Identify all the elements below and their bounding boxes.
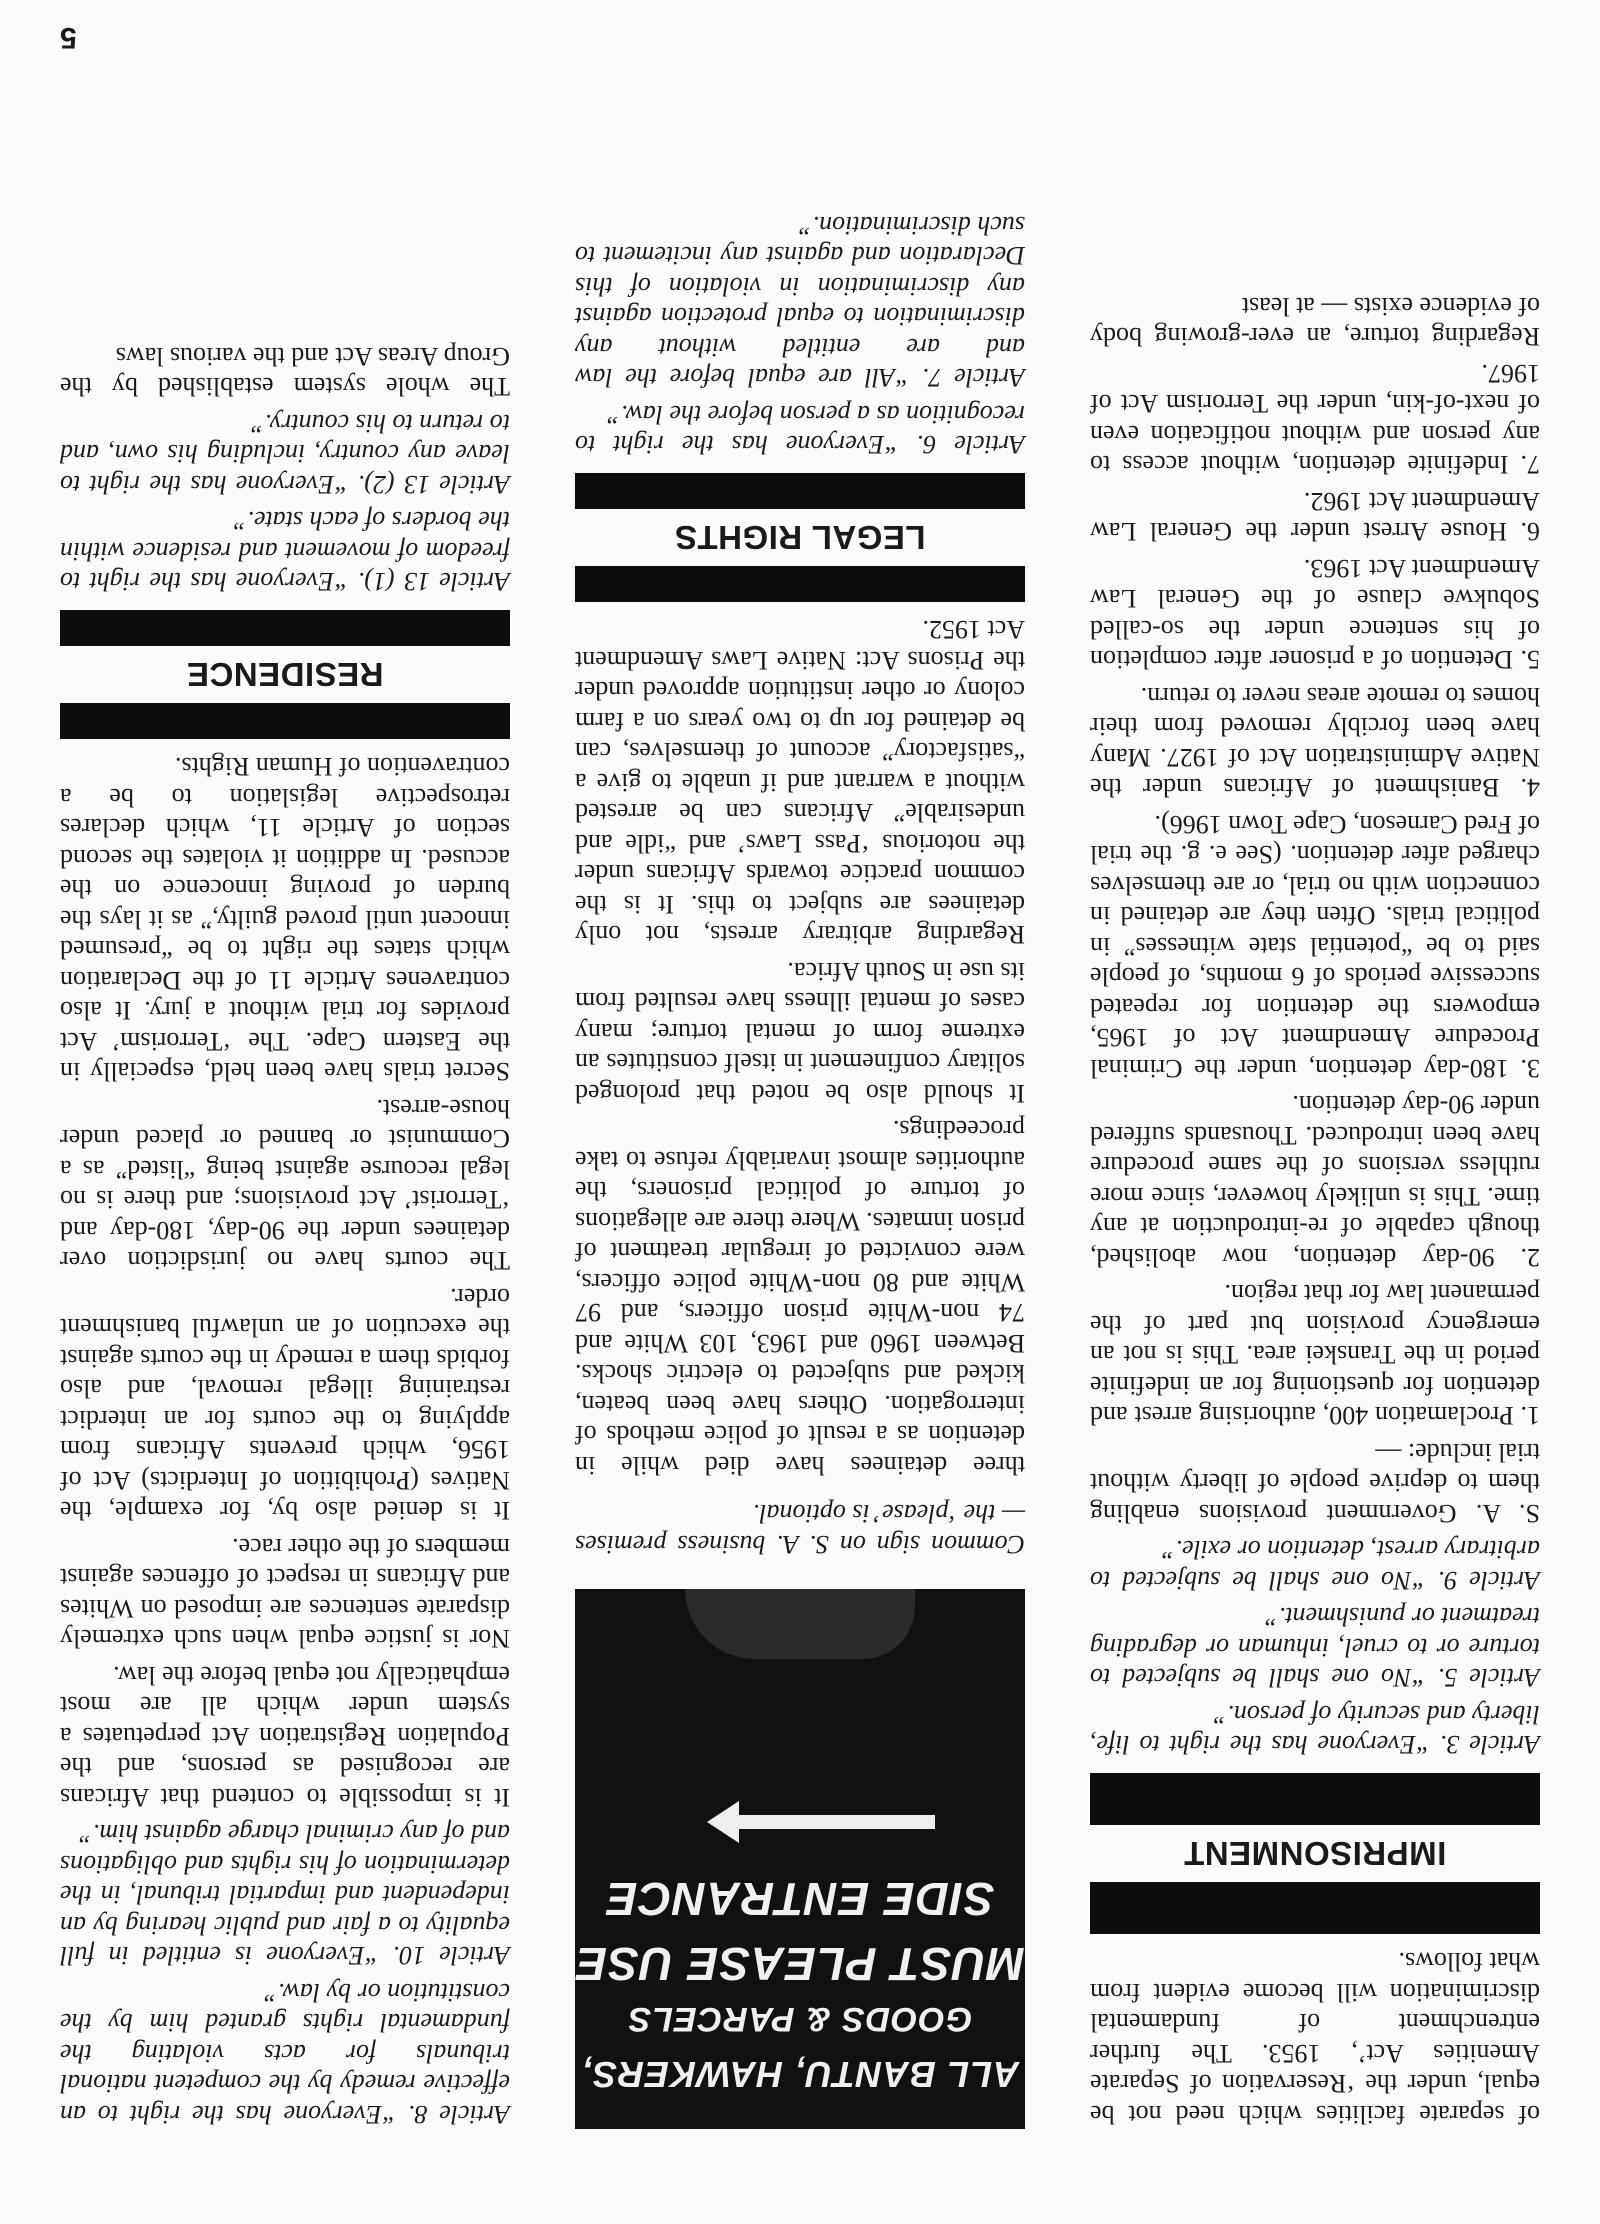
sign-line-2: GOODS & PARCELS [627,2000,973,2038]
photo-caption: Common sign on S. A. business premises — the ‘please’ is optional. [575,1499,1025,1559]
interdicts-paragraph: It is denied also by, for example, the Natives (Prohibition of Interdicts) Act of 1956, which prevents Africans from applying to the courts for an interdict restraining illegal removal, and also forbids them a remedy in the courts against the execution of an unlawful banishment order. [60,1283,510,1526]
section-bar-top [1090,1882,1540,1934]
provision-5: 5. Detention of a prisoner after completion of his sentence under the so-called Sobukwe clause of the General Law Amendment Act 1963. [1090,554,1540,675]
provision-2: 2. 90-day detention, now abolished, though capable of re-introduction at any time. This is unlikely however, since more ruthless versions of the same procedure have been introduced. Thousands suffered under 90-day detention. [1090,1090,1540,1272]
imprisonment-heading: IMPRISONMENT [1183,1835,1447,1872]
residence-bar-bottom [60,611,510,647]
section-bar-bottom [1090,1774,1540,1826]
legal-bar-bottom [575,474,1025,510]
torture-continued: three detainees have died while in detention as a result of police methods of interrogation. Others have been beaten, kicked and subjected to electric shocks. Between 1960 and 1963, 103 White and 74 non-White prison officers, and 97 White and 80 non-White police officers, were convicted of irregular treatment of prison inmates. Where there are allegations of torture of political prisoners, the authorities almost invariably refuse to take proceedings. [574,1115,1025,1480]
provisions-intro: S. A. Government provisions enabling them to deprive people of liberty without trial include: — [1090,1438,1540,1528]
residence-bar-top [60,703,510,739]
arbitrary-arrest-paragraph: Regarding arbitrary arrests, not only detainees are subject to this. It is the common practice towards Africans under the notorious ‘Pass Laws’ and “idle and undesirable” Africans can be arrested without a warrant and if unable to give a “satisfactory” account of themselves, can be detained for up to two years on a farm colony or other institution approved under the Prisons Act: Native Laws Amendment Act 1952. [575,615,1025,950]
torture-paragraph: Regarding torture, an ever-growing body of evidence exists — at least [1090,292,1540,352]
intro-paragraph: of separate facilities which need not be equal, under the ‘Reservation of Separate Amenities Act’, 1953. The further entrenchment of fundamental discrimination will become evident from what follows. [1090,1947,1540,2129]
provision-1: 1. Proclamation 400, authorising arrest and detention for questioning for an indefinite period in the Transkei area. This is not an emergency provision but part of the permanent law for that region. [1090,1279,1540,1431]
arrow-head-icon [707,1801,739,1843]
legal-rights-heading: LEGAL RIGHTS [674,519,926,556]
article-7: Article 7. “All are equal before the law and are entitled without any discrimination to equal protection against any discrimination in violation of this Declaration and against any incitement to such discrimination.” [575,211,1025,393]
column-2 [575,204,1025,2130]
sign-line-4: SIDE ENTRANCE [605,1873,995,1925]
group-areas-paragraph: The whole system established by the Group Areas Act and the various laws [60,342,510,402]
article-6: Article 6. “Everyone has the right to recognition as a person before the law.” [575,400,1025,460]
provision-4: 4. Banishment of Africans under the Native Administration Act of 1927. Many have been forcibly removed from their homes to remote areas never to return. [1090,682,1540,803]
jurisdiction-paragraph: The courts have no jurisdiction over detainees under the 90-day, 180-day and ‘Terrorist’ Act provisions; and there is no legal recourse against being “listed” as a Communist or banned or placed under house-arrest. [60,1094,510,1276]
justice-paragraph: Nor is justice equal when such extremely disparate sentences are imposed on Whites and Africans in respect of offences against members of the other race. [60,1533,510,1654]
article-9: Article 9. “No one shall be subjected to arbitrary arrest, detention or exile.” [1090,1535,1540,1595]
page-number: 5 [60,21,77,54]
recognition-paragraph: It is impossible to contend that Africans are recognised as persons, and the Population Registration Act perpetuates a system under which all are most emphatically not equal before the law. [60,1661,510,1812]
article-10: Article 10. “Everyone is entitled in full equality to a fair and public hearing by an independent and impartial tribunal, in the determination of his rights and obligations and of any criminal charge against him.” [60,1819,510,1971]
residence-heading: RESIDENCE [186,656,384,693]
provision-6: 6. House Arrest under the General Law Amendment Act 1962. [1090,487,1540,547]
column-1 [1090,285,1540,2130]
article-3: Article 3. “Everyone has the right to life, liberty and security of person.” [1090,1700,1540,1760]
arrow-icon [735,1815,935,1829]
photo-foreground-shape [685,1589,915,1659]
secret-trials-paragraph: Secret trials have been held, especially in the Eastern Cape. The ‘Terrorism’ Act provides for trial without a jury. It also contravenes Article 11 of the Declaration which states the right to be “presumed innocent until proved guilty,” as it lays the burden of proving innocence on the accused. In addition it violates the second section of Article 11, which declares retrospective legislation to be a contravention of Human Rights. [60,752,510,1087]
legal-bar-top [575,566,1025,602]
article-13-1: Article 13 (1). “Everyone has the right to freedom of movement and residence within the borders of each state.” [60,506,510,597]
sign-line-3: MUST PLEASE USE [575,1938,1025,1990]
sign-line-1: ALL BANTU, HAWKERS, [580,2054,1020,2095]
provision-3: 3. 180-day detention, under the Criminal Procedure Amendment Act of 1965, empowers the detention for repeated successive periods of 6 months, of people said to be “potential state witnesses” in political trials. Often they are detained in connection with no trial, or are themselves charged after detention. (See e. g. the trial of Fred Carneson, Cape Town 1966). [1090,810,1540,1083]
column-3 [60,335,510,2130]
solitary-paragraph: It should also be noted that prolonged solitary confinement in itself constitutes an extreme form of mental torture; many cases of mental illness have resulted from its use in South Africa. [575,957,1025,1108]
article-5: Article 5. “No one shall be subjected to torture or to cruel, inhuman or degrading treatment or punishment.” [1090,1602,1540,1693]
sign-photo [575,1589,1025,2129]
provision-7: 7. Indefinite detention, without access to any person and without notification even of next-of-kin, under the Terrorism Act of 1967. [1090,359,1540,480]
article-13-2: Article 13 (2). “Everyone has the right to leave any country, including his own, and to return to his country.” [60,409,510,499]
article-8: Article 8. “Everyone has the right to an effective remedy by the competent national tribunals for acts violating the fundamental rights granted him by the constitution or by law.” [60,1978,510,2129]
